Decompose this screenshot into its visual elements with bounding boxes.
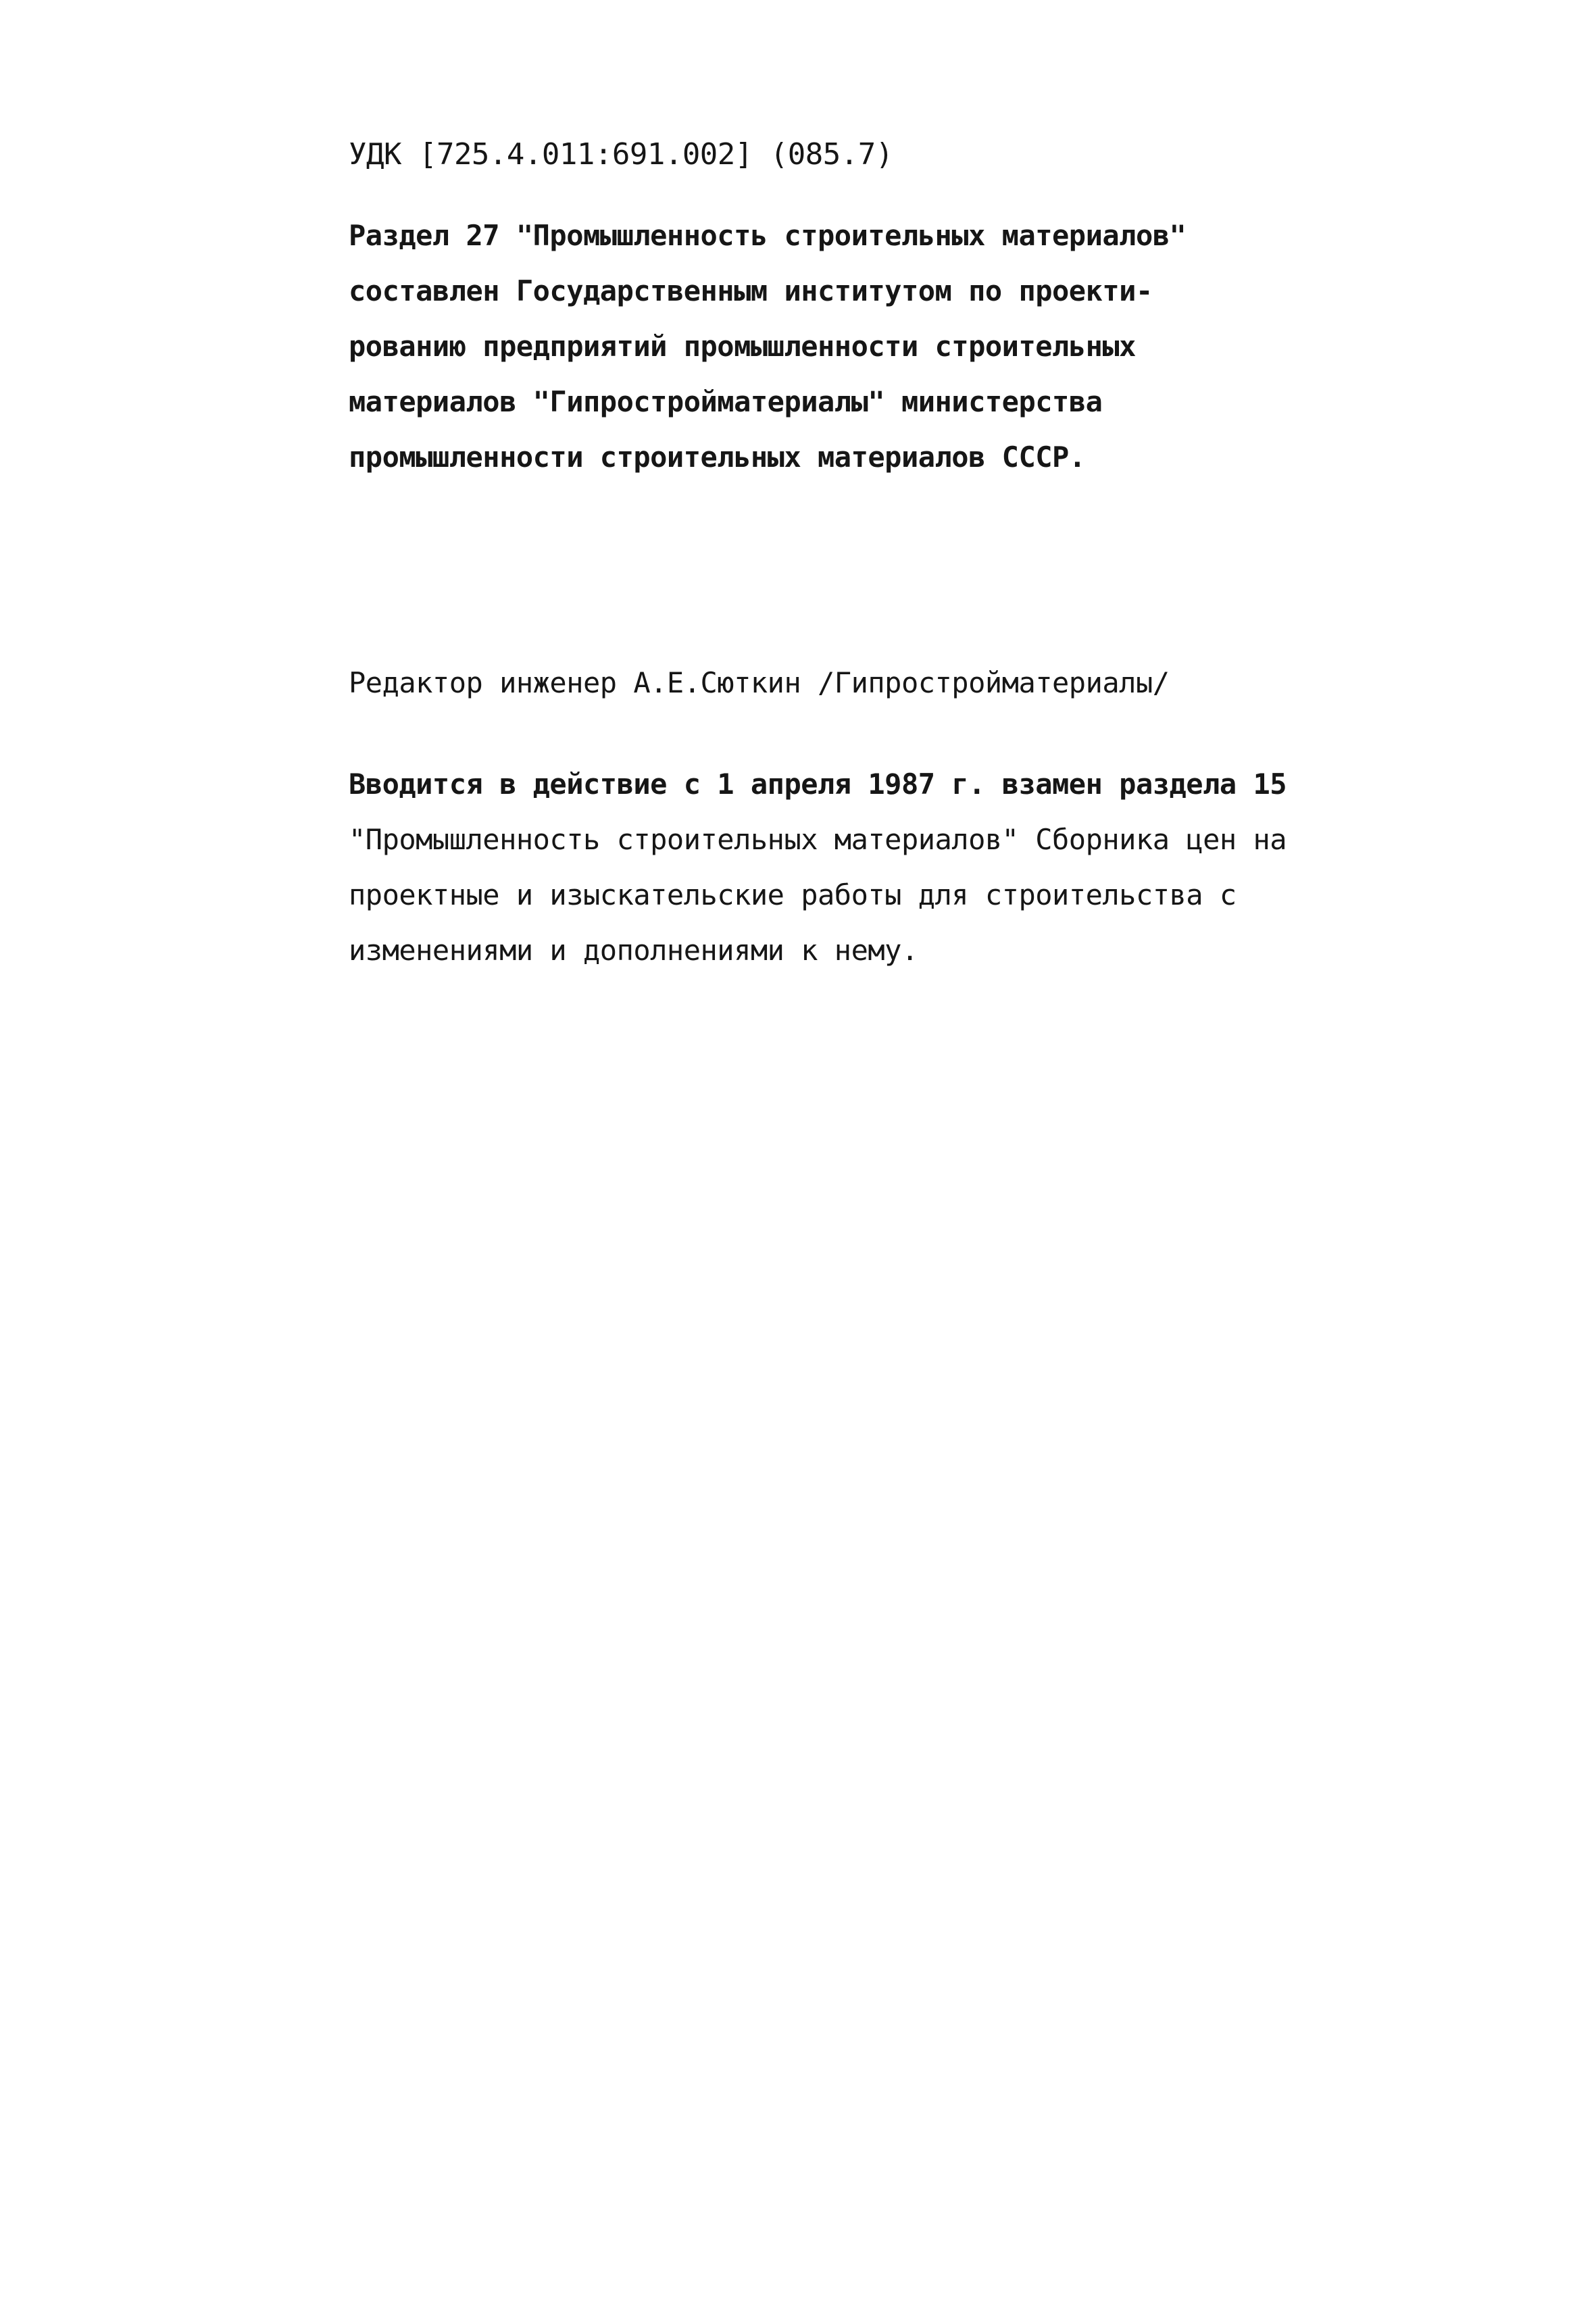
- editor-credit: [349, 655, 1362, 711]
- paragraph-line: промышленности строительных материалов СССР.: [349, 441, 1086, 474]
- paragraph-line: "Промышленность строительных материалов" Сборника цен на: [349, 823, 1287, 856]
- editor-line: Редактор инженер А.Е.Сюткин /Гипростройматериалы/: [349, 666, 1170, 699]
- enactment-paragraph: [349, 757, 1362, 978]
- paragraph-line: материалов "Гипростройматериалы" министерства: [349, 385, 1103, 418]
- udc-code: УДК [725.4.011:691.002] (085.7): [349, 137, 893, 172]
- udc-header: [349, 127, 1362, 182]
- paragraph-line: Раздел 27 "Промышленность строительных материалов": [349, 219, 1187, 252]
- paragraph-line: составлен Государственным институтом по проекти-: [349, 274, 1153, 307]
- paragraph-line: изменениями и дополнениями к нему.: [349, 934, 918, 967]
- paragraph-line: рованию предприятий промышленности строительных: [349, 330, 1136, 363]
- section-description-paragraph: [349, 208, 1362, 485]
- paragraph-line: проектные и изыскательские работы для строительства с: [349, 878, 1237, 911]
- paragraph-line: Вводится в действие с 1 апреля 1987 г. взамен раздела 15: [349, 768, 1287, 801]
